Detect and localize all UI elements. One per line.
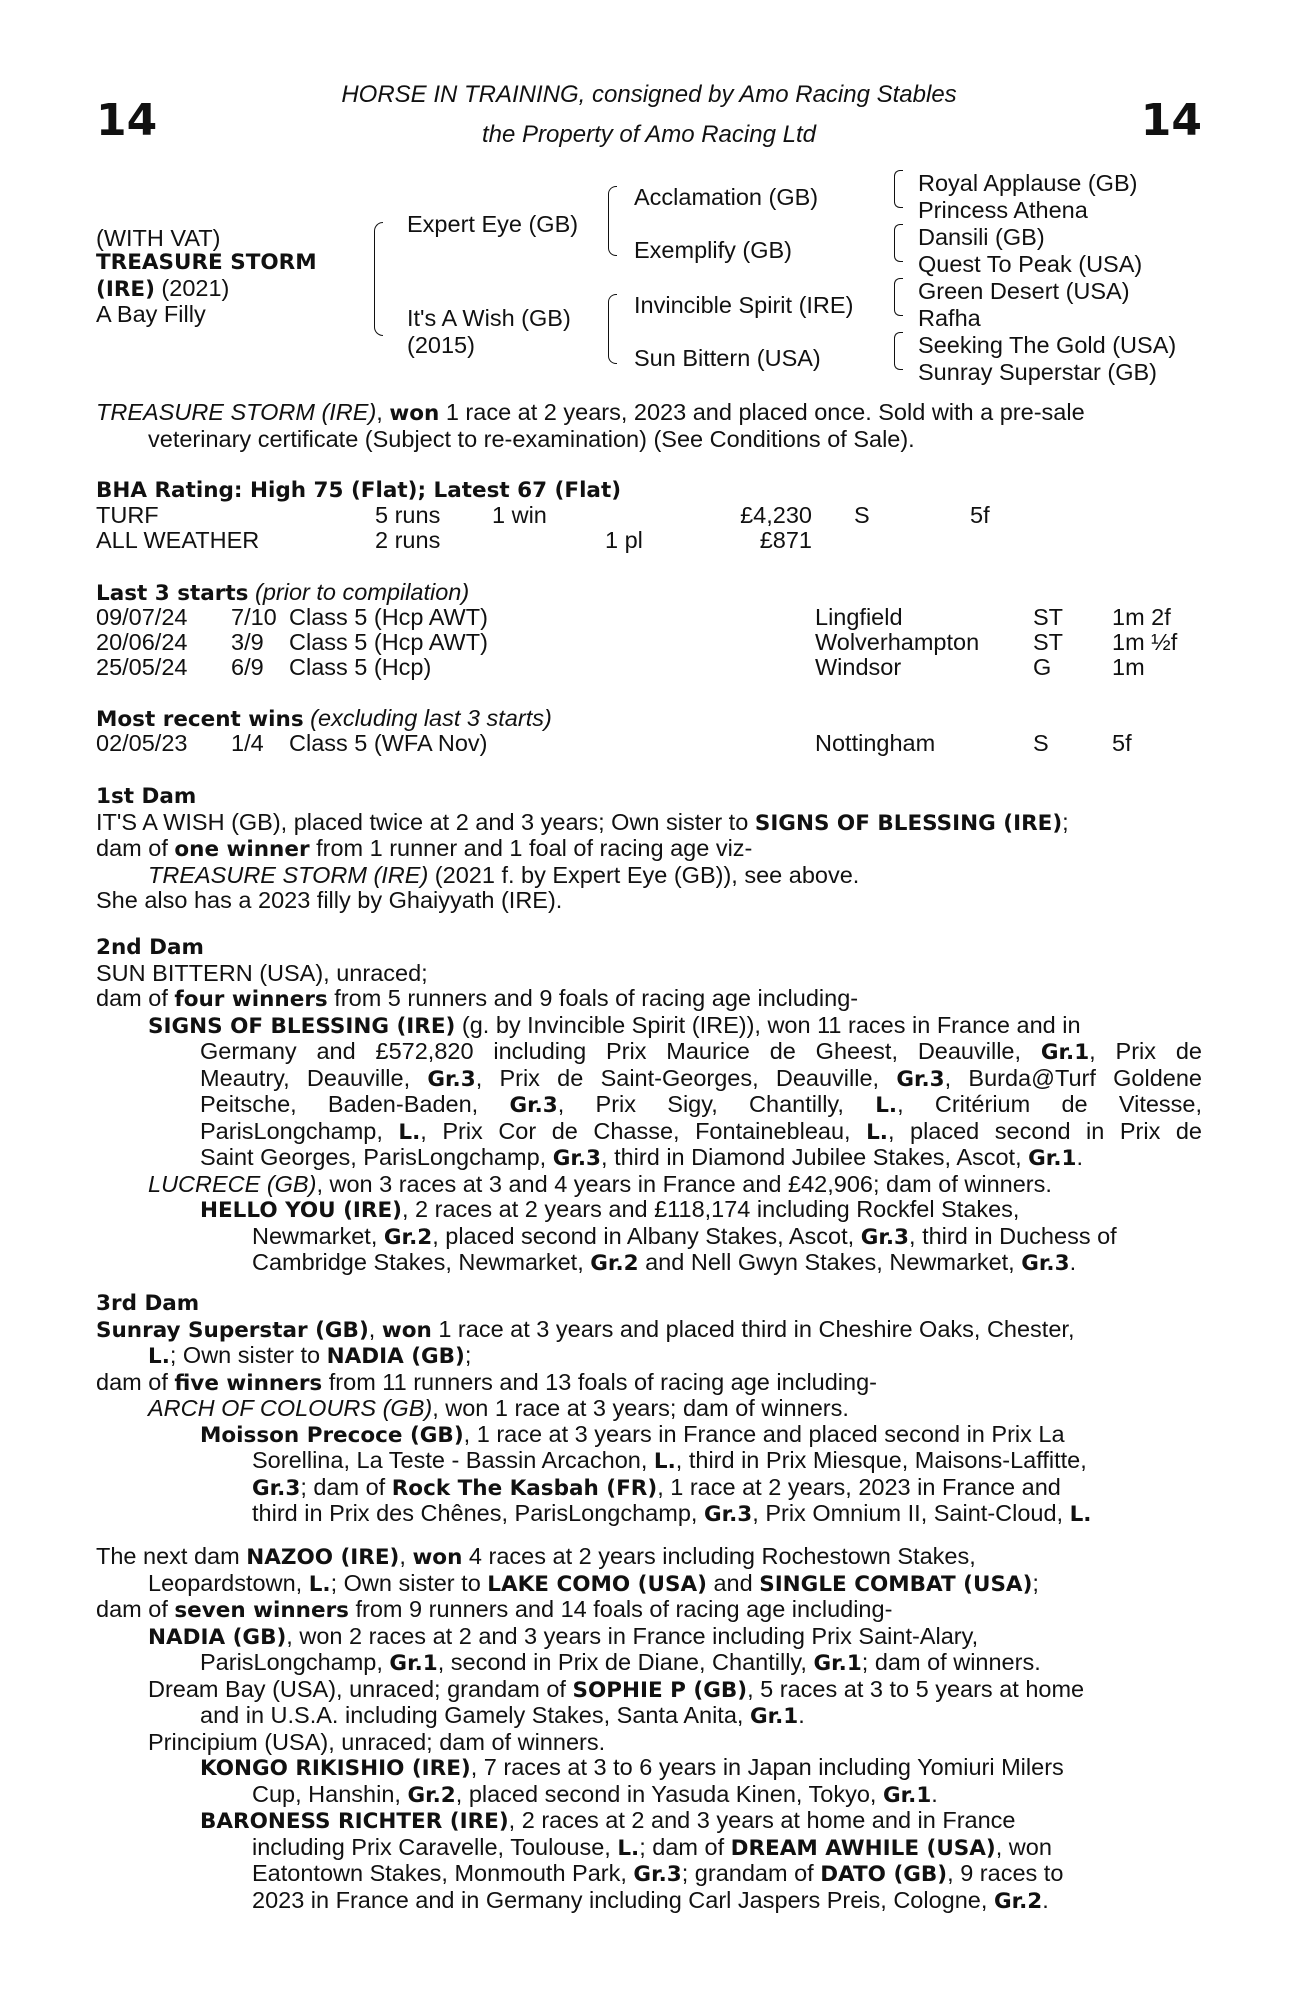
pedigree-dam: It's A Wish (GB) <box>407 305 571 331</box>
horse-suffix-year: (IRE) (2021) <box>96 275 230 302</box>
pedigree-brace-sire <box>608 186 617 256</box>
pedigree-g3-7: Seeking The Gold (USA) <box>918 332 1177 358</box>
first-dam-title: 1st Dam <box>96 784 197 809</box>
summary-paragraph: TREASURE STORM (IRE), won 1 race at 2 years, 2023 and placed once. Sold with a pre-sale veterinary certificate (Subject to re-examination) (See Conditions of Sale). <box>96 399 1085 452</box>
pedigree-dam-year: (2015) <box>407 332 475 358</box>
rating-table <box>96 503 1202 553</box>
pedigree-g3-3: Dansili (GB) <box>918 224 1045 250</box>
recent-wins-section: Most recent wins (excluding last 3 starts) <box>96 705 552 732</box>
horse-description: A Bay Filly <box>96 301 206 327</box>
pedigree-brace-main <box>374 222 383 336</box>
pedigree-g3-2: Princess Athena <box>918 197 1088 223</box>
pedigree-g3-8: Sunray Superstar (GB) <box>918 359 1158 385</box>
pedigree-g3-5: Green Desert (USA) <box>918 278 1130 304</box>
pedigree-dam-sire: Invincible Spirit (IRE) <box>634 292 854 318</box>
pedigree-sire-dam: Exemplify (GB) <box>634 237 792 263</box>
consignor-line: HORSE IN TRAINING, consigned by Amo Racing Stables <box>341 81 957 108</box>
pedigree-brace-dam <box>608 294 617 364</box>
property-line: the Property of Amo Racing Ltd <box>482 121 816 148</box>
recent-wins-table <box>96 731 1202 756</box>
next-dam-section: The next dam NAZOO (IRE), won 4 races at 2 years including Rochestown Stakes, Leopardstown, L.; Own sister to LAKE COMO (USA) and SINGLE COMBAT (USA); dam of seven winners from 9 runners and 14 foals of racing age including- NADIA (GB), won 2 races at 2 and 3 years in France including Prix Saint-Alary, ParisLongchamp, Gr.1, second in Prix de Diane, Chantilly, Gr.1; dam of winners. Dream Bay (USA), unraced; grandam of SOPHIE P (GB), 5 races at 3 to 5 years at home and in U.S.A. including Gamely Stakes, Santa Anita, Gr.1. Principium (USA), unraced; dam of winners. KONGO RIKISHIO (IRE), 7 races at 3 to 6 years in Japan including Yomiuri Milers Cup, Hanshin, Gr.2, placed second in Yasuda Kinen, Tokyo, Gr.1. BARONESS RICHTER (IRE), 2 races at 2 and 3 years at home and in France including Prix Caravelle, Toulouse, L.; dam of DREAM AWHILE (USA), won Eatontown Stakes, Monmouth Park, Gr.3; grandam of DATO (GB), 9 races to 2023 in France and in Germany including Carl Jaspers Preis, Cologne, Gr.2. <box>96 1543 1085 1914</box>
third-dam-section: 3rd Dam Sunray Superstar (GB), won 1 race at 3 years and placed third in Cheshire Oaks, Chester, L.; Own sister to NADIA (GB); dam of five winners from 11 runners and 13 foals of racing age including- ARCH OF COLOURS (GB), won 1 race at 3 years; dam of winners. Moisson Precoce (GB), 1 race at 3 years in France and placed second in Prix La Sorellina, La Teste - Bassin Arcachon, L., third in Prix Miesque, Maisons-Laffitte, Gr.3; dam of Rock The Kasbah (FR), 1 race at 2 years, 2023 in France and third in Prix des Chênes, ParisLongchamp, Gr.3, Prix Omnium II, Saint-Cloud, L. <box>96 1291 1202 1528</box>
start-row: 25/05/24 6/9 Class 5 (Hcp) Windsor G 1m <box>96 654 1145 680</box>
start-row: 20/06/24 3/9 Class 5 (Hcp AWT) Wolverhampton ST 1m ½f <box>96 629 1178 655</box>
last-starts-section: Last 3 starts (prior to compilation) <box>96 579 470 606</box>
pedigree-g3-6: Rafha <box>918 305 981 331</box>
horse-name: TREASURE STORM <box>96 250 317 275</box>
second-dam-section: 2nd Dam SUN BITTERN (USA), unraced; dam of four winners from 5 runners and 9 foals of racing age including- SIGNS OF BLESSING (IRE) (g. by Invincible Spirit (IRE)), won 11 races in France and in Germany and £572,820 including Prix Maurice de Gheest, Deauville, Gr.1, Prix de Meautry, Deauville, Gr.3, Prix de Saint-Georges, Deauville, Gr.3, Burda@Turf Goldene Peitsche, Baden-Baden, Gr.3, Prix Sigy, Chantilly, L., Critérium de Vitesse, ParisLongchamp, L., Prix Cor de Chasse, Fontainebleau, L., placed second in Prix de Saint Georges, ParisLongchamp, Gr.3, third in Diamond Jubilee Stakes, Ascot, Gr.1. LUCRECE (GB), won 3 races at 3 and 4 years in France and £42,906; dam of winners. HELLO YOU (IRE), 2 races at 2 years and £118,174 including Rockfel Stakes, Newmarket, Gr.2, placed second in Albany Stakes, Ascot, Gr.3, third in Duchess of Cambridge Stakes, Newmarket, Gr.2 and Nell Gwyn Stakes, Newmarket, Gr.3. <box>96 935 1203 1276</box>
pedigree-brace-ss <box>894 170 903 208</box>
pedigree-brace-dd <box>894 332 903 370</box>
win-row: 02/05/23 1/4 Class 5 (WFA Nov) Nottingham S 5f <box>96 730 1132 756</box>
third-dam-title: 3rd Dam <box>96 1291 200 1316</box>
pedigree-dam-dam: Sun Bittern (USA) <box>634 345 821 371</box>
lot-number-right: 14 <box>1140 95 1202 146</box>
rating-row: ALL WEATHER 2 runs 1 pl £871 <box>96 527 812 553</box>
pedigree-brace-sd <box>894 224 903 262</box>
rating-section <box>96 478 1202 504</box>
rating-title: BHA Rating: High 75 (Flat); Latest 67 (Flat) <box>96 478 622 503</box>
pedigree-sire: Expert Eye (GB) <box>407 211 579 237</box>
second-dam-title: 2nd Dam <box>96 935 204 960</box>
pedigree-brace-ds <box>894 278 903 316</box>
rating-row: TURF 5 runs 1 win £4,230 S 5f <box>96 502 990 528</box>
lot-number-left: 14 <box>96 95 158 146</box>
pedigree-g3-4: Quest To Peak (USA) <box>918 251 1143 277</box>
pedigree-g3-1: Royal Applause (GB) <box>918 170 1138 196</box>
last-starts-table <box>96 605 1202 680</box>
vat-note: (WITH VAT) <box>96 225 221 251</box>
first-dam-section: 1st Dam IT'S A WISH (GB), placed twice at 2 and 3 years; Own sister to SIGNS OF BLESSING (IRE); dam of one winner from 1 runner and 1 foal of racing age viz- TREASURE STORM (IRE) (2021 f. by Expert Eye (GB)), see above. She also has a 2023 filly by Ghaiyyath (IRE). <box>96 784 1202 914</box>
start-row: 09/07/24 7/10 Class 5 (Hcp AWT) Lingfield ST 1m 2f <box>96 604 1171 630</box>
pedigree-sire-sire: Acclamation (GB) <box>634 184 819 210</box>
